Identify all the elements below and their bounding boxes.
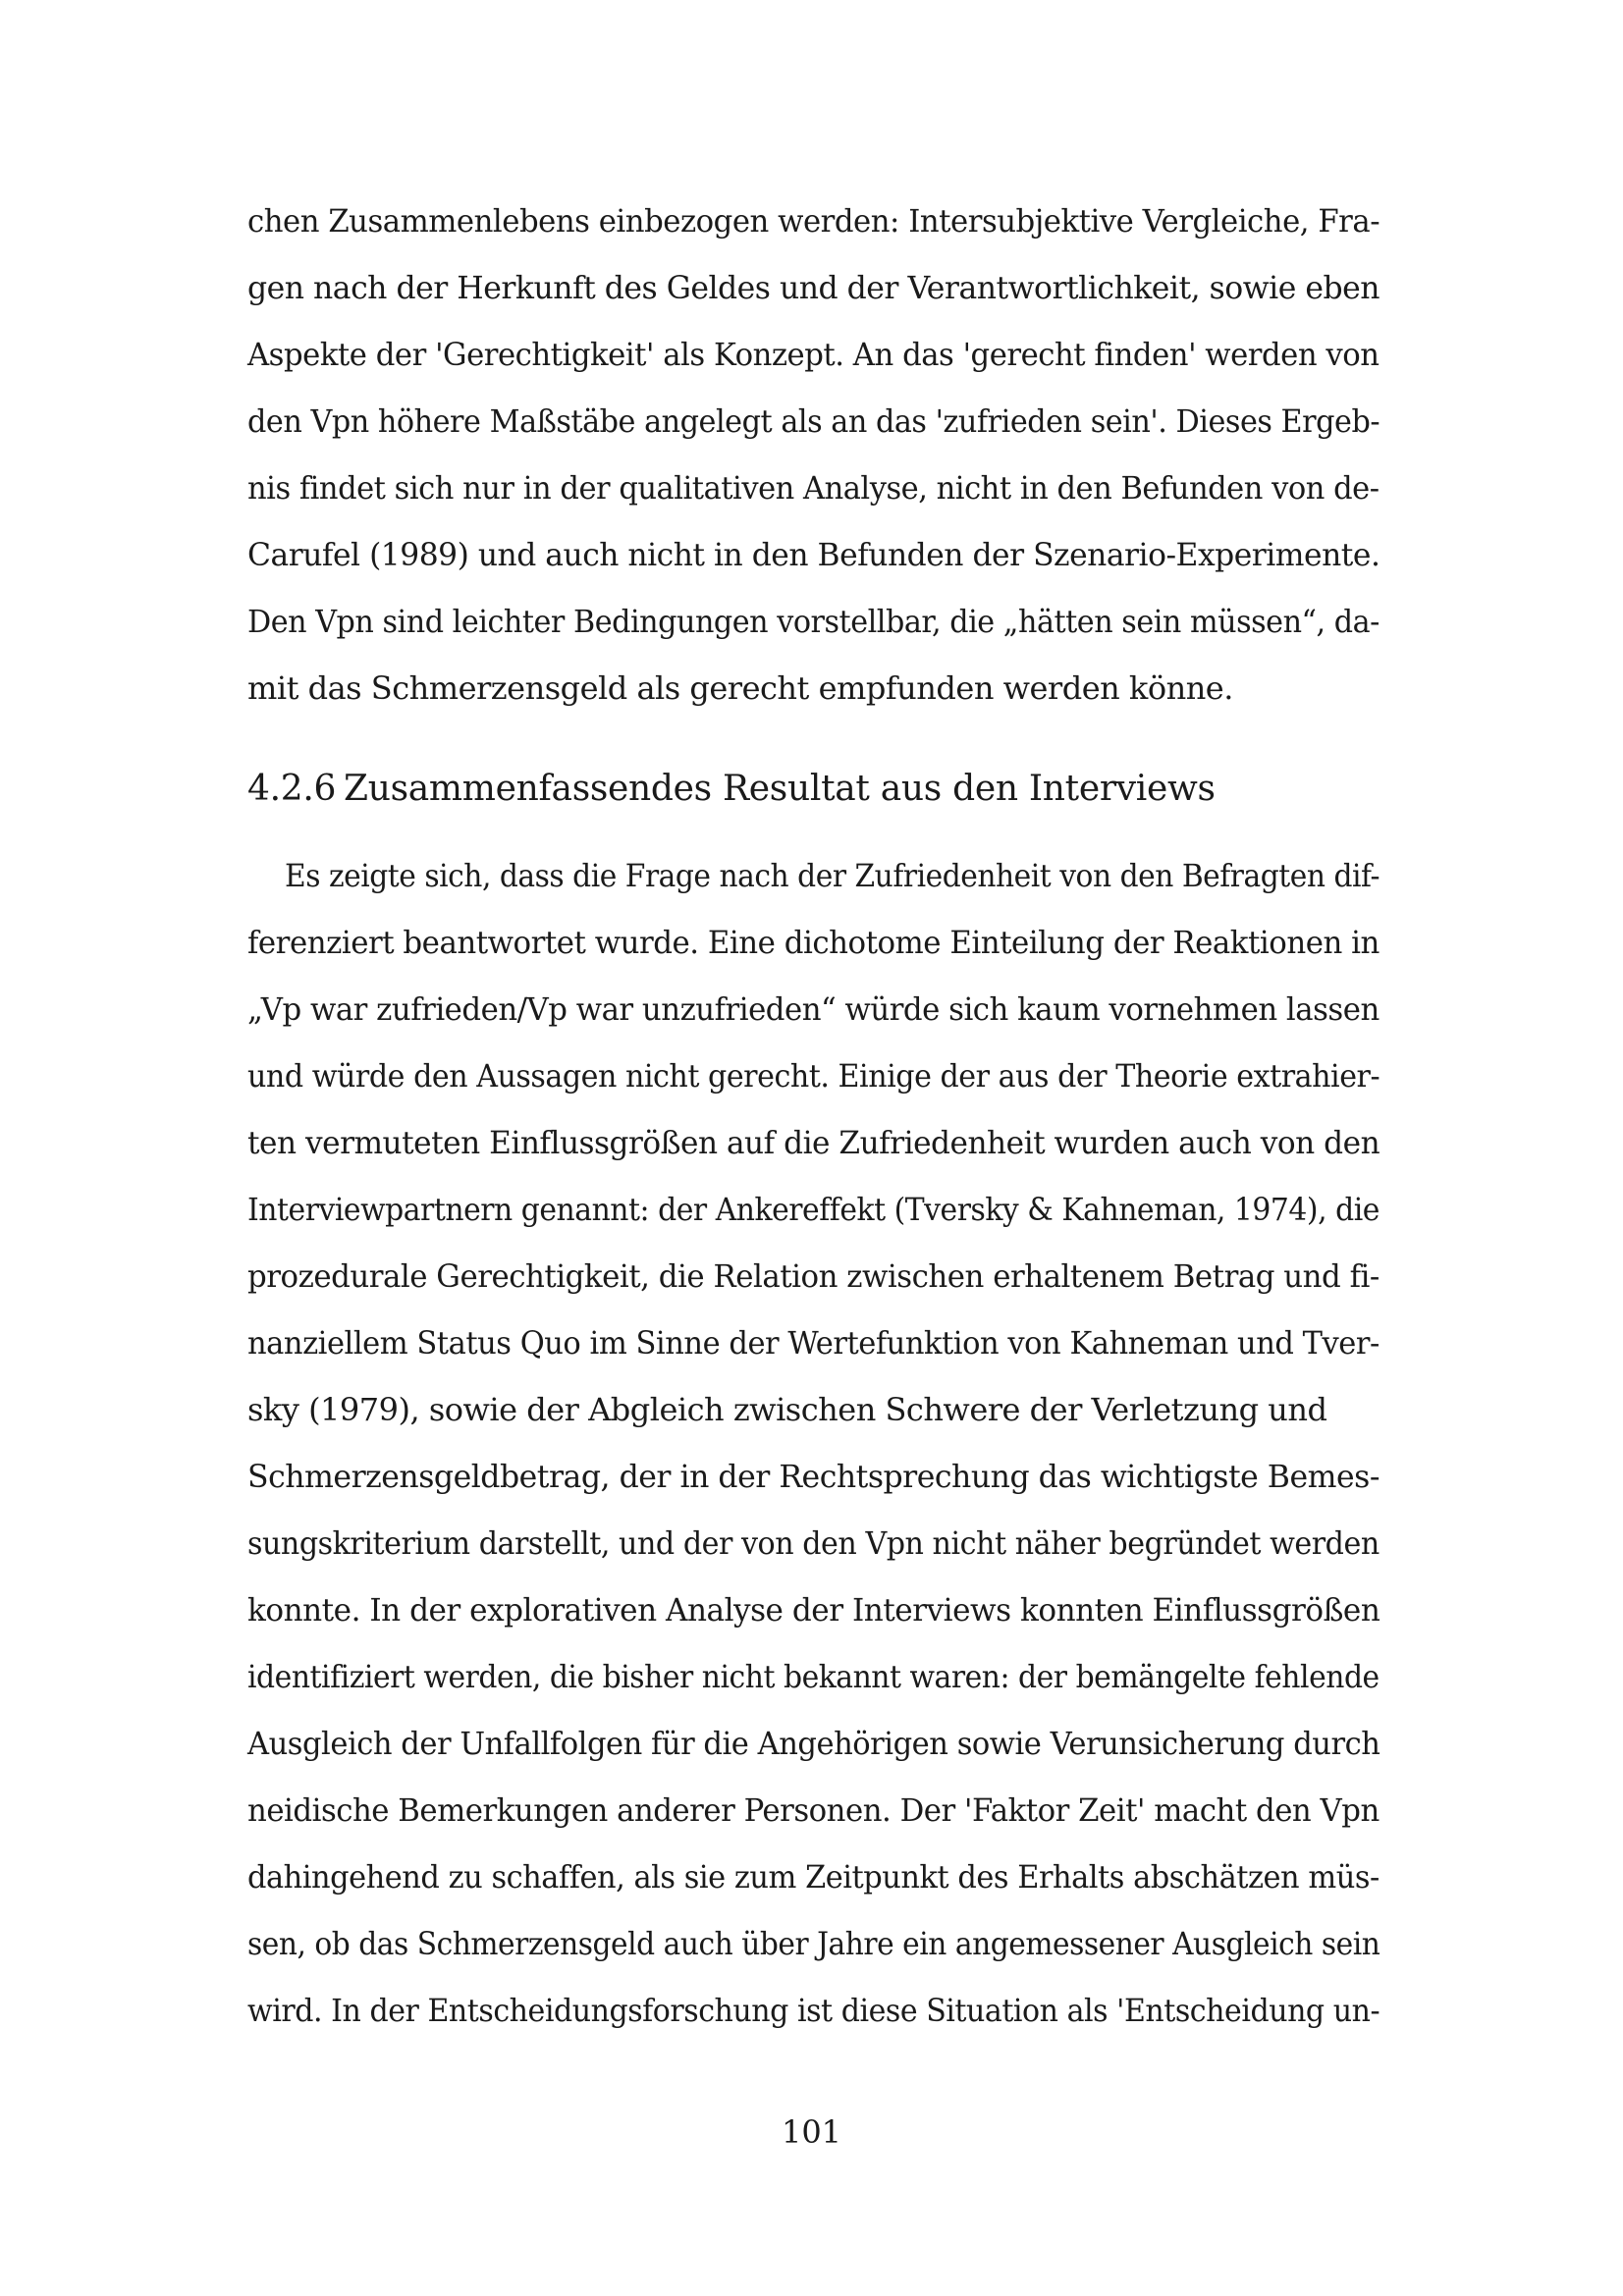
- text-line: und würde den Aussagen nicht gerecht. Einige der aus der Theorie extrahier-: [247, 1057, 1380, 1095]
- text-line: sungskriterium darstellt, und der von den Vpn nicht näher begründet werden: [247, 1524, 1380, 1562]
- section-title: Zusammenfassendes Resultat aus den Interviews: [344, 769, 1216, 809]
- text-line: neidische Bemerkungen anderer Personen. Der 'Faktor Zeit' macht den Vpn: [247, 1791, 1380, 1829]
- section-heading: [247, 768, 1216, 811]
- text-line: prozedurale Gerechtigkeit, die Relation zwischen erhaltenem Betrag und fi-: [247, 1257, 1380, 1295]
- page-number: 101: [781, 2113, 842, 2151]
- text-line: nis findet sich nur in der qualitativen Analyse, nicht in den Befunden von de-: [247, 469, 1380, 507]
- text-line: nanziellem Status Quo im Sinne der Wertefunktion von Kahneman und Tver-: [247, 1324, 1380, 1362]
- text-line: chen Zusammenlebens einbezogen werden: Intersubjektive Vergleiche, Fra-: [247, 202, 1380, 240]
- text-line: sen, ob das Schmerzensgeld auch über Jahre ein angemessener Ausgleich sein: [247, 1925, 1380, 1962]
- text-line: den Vpn höhere Maßstäbe angelegt als an das 'zufrieden sein'. Dieses Ergeb-: [247, 402, 1380, 440]
- text-line: Interviewpartnern genannt: der Ankereffekt (Tversky & Kahneman, 1974), die: [247, 1191, 1380, 1228]
- section-number: 4.2.6: [247, 769, 337, 809]
- text-line: Den Vpn sind leichter Bedingungen vorstellbar, die „hätten sein müssen“, da-: [247, 603, 1380, 640]
- text-line: sky (1979), sowie der Abgleich zwischen Schwere der Verletzung und: [247, 1391, 1327, 1428]
- text-line: gen nach der Herkunft des Geldes und der Verantwortlichkeit, sowie eben: [247, 269, 1380, 306]
- text-line: mit das Schmerzensgeld als gerecht empfunden werden könne.: [247, 669, 1233, 707]
- text-line: dahingehend zu schaffen, als sie zum Zeitpunkt des Erhalts abschätzen müs-: [247, 1858, 1380, 1896]
- text-line: Ausgleich der Unfallfolgen für die Angehörigen sowie Verunsicherung durch: [247, 1725, 1380, 1762]
- text-line: Es zeigte sich, dass die Frage nach der Zufriedenheit von den Befragten dif-: [285, 857, 1380, 894]
- text-line: identifiziert werden, die bisher nicht bekannt waren: der bemängelte fehlende: [247, 1658, 1380, 1695]
- text-line: Schmerzensgeldbetrag, der in der Rechtsprechung das wichtigste Bemes-: [247, 1458, 1380, 1495]
- text-line: wird. In der Entscheidungsforschung ist diese Situation als 'Entscheidung un-: [247, 1992, 1380, 2029]
- text-line: „Vp war zufrieden/Vp war unzufrieden“ würde sich kaum vornehmen lassen: [247, 990, 1380, 1028]
- text-line: ferenziert beantwortet wurde. Eine dichotome Einteilung der Reaktionen in: [247, 924, 1380, 961]
- text-line: Carufel (1989) und auch nicht in den Befunden der Szenario-Experimente.: [247, 536, 1380, 573]
- text-line: konnte. In der explorativen Analyse der Interviews konnten Einflussgrößen: [247, 1591, 1380, 1629]
- text-line: Aspekte der 'Gerechtigkeit' als Konzept. An das 'gerecht finden' werden von: [247, 336, 1380, 373]
- text-line: ten vermuteten Einflussgrößen auf die Zufriedenheit wurden auch von den: [247, 1124, 1380, 1161]
